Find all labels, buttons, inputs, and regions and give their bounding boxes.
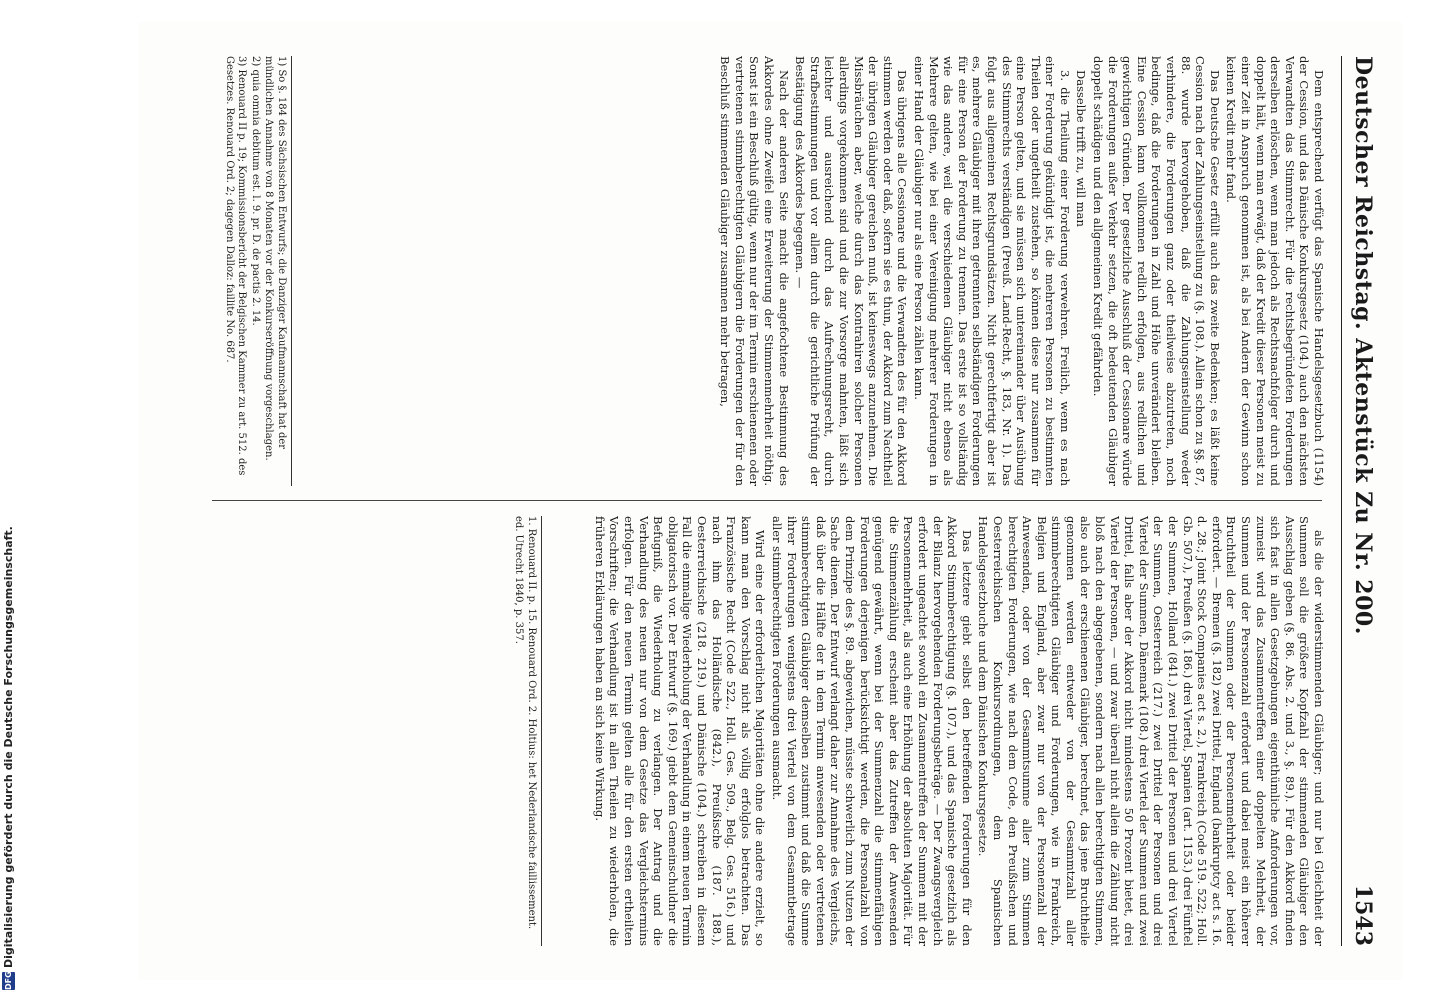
dfg-logo-icon: DFG [4,971,13,990]
left-column [226,56,1326,486]
paragraph: Das übrigens alle Cessionare und die Verwandten des für den Akkord stimmen werden oder daß, sofern sie es thun, der Akkord zum Nachtheil der übrigen Gläubiger gereichen muß, ist keineswegs anzunehmen. Die Missbräuchen aber, welche durch das Kontrahiren solcher Personen allerdings vorgekommen sind und die zur Vorsorge mahnten, läßt sich leichter und ausreichend durch das Aufrechnungsrecht, durch Strafbestimmungen und vor allem durch die gerichtliche Prüfung der Bestätigung des Akkordes begegnen. — [793,56,910,486]
column-divider [212,500,1322,501]
footnote: 2) quia omnia debitum est. l. 9. pr. D. de pactis 2. 14. [250,56,261,326]
right-footnotes [511,516,542,946]
paragraph: Das Deutsche Gesetz erfüllt auch das zweite Bedenken; es läßt keine Cession nach der Zahlungseinstellung zu (§. 108.). Allein schon zu §§. 87, 88. wurde hervorgehoben, daß die Zahlungseinstellung weder verhindere, die Forderungen ganz oder theilweise abzutreten, noch bedinge, daß die Forderungen in Zahl und Höhe unverändert bleiben. Eine Cession kann vollkommen redlich erfolgen, aus redlichen und gewichtigen Gründen. Der gesetzliche Ausschluß der Cessionare würde die Forderungen außer Verkehr setzen, die oft bedeutenden Gläubiger doppelt schädigen und den allgemeinen Kredit gefährden. [1091,56,1222,486]
paragraph: als die der widerstimmenden Gläubiger; und nur bei Gleichheit der Summen soll die größere Kopfzahl der stimmenden Gläubiger den Ausschlag geben (§. 86. Abs. 2. und 3., §. 89.). Für den Akkord finden sich fast in allen Gesetzgebungen eigenthümliche Anforderungen vor, zumeist wird das Zusammentreffen einer doppelten Mehrheit, der Summen und der Personenzahl erfordert und dabei meist ein höherer Bruchtheil der Summen oder der Personenmehrheit oder beider erfordert. — Bremen (§. 182) zwei Drittel, England (bankruptcy act s. 16. d. 28.; Joint Stock Companies act s. 2.), Frankreich (Code 519. 522; Holl. Gb. 507.), Preußen (§. 186.) drei Viertel, Spanien (art. 1153.) drei Fünftel der Summen, Holland (841.) zwei Drittel der Personen und drei Viertel der Summen, Oesterreich (217.) zwei Drittel der Personen und drei Viertel der Summen, Dänemark (108.) drei Viertel der Summen und zwei Drittel, falls aber der Akkord nicht mindestens 50 Prozent bietet, drei Viertel der Personen, — und zwar überall nicht allein die Zählung nicht bloß nach den abgegebenen, sondern nach allen berechtigten Stimmen, also auch der erschienenen Gläubiger, berechnet, das jene Bruchtheile genommen werden entweder von der Gesammtzahl aller stimmberechtigten Gläubiger und Forderungen, wie in Frankreich, Belgien und England, aber zwar nur von der Personenzahl der Anwesenden, oder von der Gesammtsumme aller zum Stimmen berechtigten Forderungen, wie nach dem Code, den Preußischen und Oesterreichischen Konkursordnungen, dem Spanischen Handelsgesetzbuche und dem Dänischen Konkursgesetze. [976,516,1326,946]
paragraph: Das letztere giebt selbst den betreffenden Forderungen für den Akkord Stimmberechtigung (§. 107.), und das Spanische gesetzlich als der Bilanz hervorgehenden Forderungsbeträge. — Der Zwangsvergleich erfordert ungeachtet sowohl ein Zusammentreffen der Summen mit der Personenmehrheit, als auch eine Erhöhung der absoluten Majorität. Für die Stimmenzählung erscheint aber das Zutreffen der Anwesenden genügend gewährt, wenn bei der Summenzahl die stimmenfähigen Forderungen derjenigen berücksichtigt werden, die Personalzahl von dem Prinzipe des §. 89. abgewichen, müsste schwerlich zum Nutzen der Sache dienen. Der Entwurf verlangt daher zur Annahme des Vergleichs, daß über die Hälfte der in dem Termin anwesenden oder vertretenen stimmberechtigten Gläubiger demselben zustimmt und daß die Summe ihrer Forderungen wenigstens drei Viertel von dem Gesammtbetrage aller stimmberechtigten Forderungen ausmacht. [770,516,974,946]
attribution-text: Digitalisierung gefördert durch die Deutsche Forschungsgemeinschaft. [2,526,15,968]
right-column [586,516,1326,946]
paragraph: Nach der anderen Seite macht die angefochtene Bestimmung des Akkordes ohne Zweifel eine Erweiterung der Stimmenmehrheit nöthig. Sonst ist ein Beschluß gültig, wenn nur der im Termin erschienenen oder vertretenen stimmberechtigten Gläubigern die Forderungen der für den Beschluß stimmenden Gläubiger zusammen mehr betragen, [718,56,791,486]
paragraph: 3. die Theilung einer Forderung verwehren. Freilich, wenn es nach einer Forderung gekündigt ist, die mehreren Personen zu bestimmten Theilen oder ungetheilt zustehen, so können diese nur zusammen für eine Person gelten, und sie müssen sich untereinander über Ausübung des Stimmrechts verständigen (Preuß. Land-Recht, §. 183, Nr. 1). Das folgt aus allgemeinen Rechtsgrundsätzen. Nicht gerechtfertigt aber ist es, mehrere Gläubiger mit ihren getrennten selbständigen Forderungen für eine Person der Forderung zu trennen. Das erste ist so vollständig wie das andere, weil die verschiedenen Gläubiger nicht ebenso als Mehrere gelten, wie bei einer Vereinigung mehrerer Forderungen in einer Hand der Gläubiger nur als eine Person zählen kann. [911,56,1072,486]
paragraph: Wird eine der erforderlichen Majoritäten ohne die andere erzielt, so kann man den Vorschlag nicht als völlig erfolglos betrachten. Das Französische Recht (Code 522., Holl. Ges. 509., Belg. Ges. 516.) und nach ihm das Holländische (842.), Preußische (187. 188.), Oesterreichische (218. 219.) und Dänische (104.) schreiben in diesem Fall die einmalige Wiederholung der Verhandlung in einem neuen Termin obligatorisch vor. Der Entwurf (§. 169.) giebt dem Gemeinschuldner die Befugniß, die Wiederholung zu verlangen. Der Antrag und die Verhandlung des neuen nur von dem Gesetze das Vergleichstermins erfolgen. Für den neuen Termin gelten alle für den ersten ertheilten Vorschriften; die Verhandlung ist in allen Theilen zu wiederholen, die früheren Erklärungen haben an sich keine Wirkung. [592,516,768,946]
footnote: 1. Renouard II. p. 15. Renouard Ord. 2. Holtius: het Nederlandsche faillissement. ed. Utrecht 1840, p. 357. [513,516,537,930]
paragraph: Dem entsprechend verfügt das Spanische Handelsgesetzbuch (1154) der Cession, und das Dänische Konkursgesetz (104.) auch den nächsten Verwandten das Stimmrecht. Für die rechtsbegründeten Forderungen derselben erlöschen, wenn man jedoch als Rechtsnachfolger durch und doppelt hält, wenn man erwägt, daß der Kredit dieser Personen meist zu einer Zeit in Anspruch genommen ist, als bei Andern der Gewinn schon keinen Kredit mehr fand. [1224,56,1326,486]
left-footnotes [222,56,293,486]
scanned-page [138,22,1402,980]
attribution-line [2,526,15,990]
footnote: 3) Renouard II p. 19; Kommissionsbericht der Belgischen Kammer zu art. 512. des Gesetzes. Renouard Ord. 2; dagegen Dalloz: faillite No. 687. [224,56,248,476]
page-title: Deutscher Reichstag. Aktenstück Zu Nr. 200. [1350,56,1376,635]
page-header [1341,56,1382,946]
paragraph: Dasselbe trifft zu, will man [1074,70,1089,227]
footnote: 1) So §. 184 des Sächsischen Entwurfs; die Danziger Kaufmannschaft hat der mündlichen Annahme von 8 Monaten vor der Konkurseröffnung vorgeschlagen. [263,56,287,461]
page-number: 1543 [1350,884,1376,946]
